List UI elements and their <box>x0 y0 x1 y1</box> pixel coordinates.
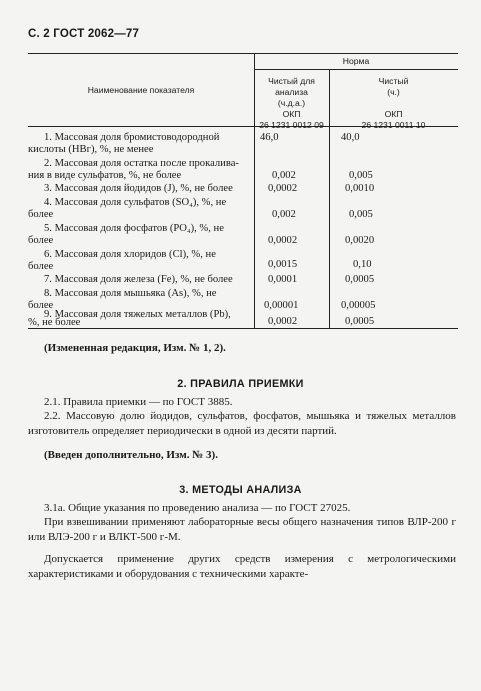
row-name-3: 3. Массовая доля йодидов (J), %, не более <box>44 183 233 194</box>
row-value-4b: 0,005 <box>349 209 373 220</box>
row-value-2a: 0,002 <box>272 170 296 181</box>
row-value-4a: 0,002 <box>272 209 296 220</box>
section-2-title: 2. ПРАВИЛА ПРИЕМКИ <box>177 378 304 390</box>
row-name-4: 4. Массовая доля сульфатов (SO₄), %, не <box>44 197 227 208</box>
norm-header-rule <box>254 69 458 70</box>
indicators-table <box>28 53 458 328</box>
row-name-8: 8. Массовая доля мышьяка (As), %, не <box>44 288 217 299</box>
grade1-line3: (ч.д.а.) <box>277 98 306 108</box>
grade2-line2: (ч.) <box>387 87 400 97</box>
row-value-3a: 0,0002 <box>268 183 298 194</box>
amendment-note-1: (Измененная редакция, Изм. № 1, 2). <box>44 342 226 354</box>
row-name-4b: более <box>28 209 54 220</box>
section-3-title: 3. МЕТОДЫ АНАЛИЗА <box>179 484 302 496</box>
table-bottom-rule <box>28 328 458 329</box>
grade2-okp-label: ОКП <box>384 109 403 119</box>
row-name-7: 7. Массовая доля железа (Fe), %, не более <box>44 274 233 285</box>
row-name-9: 9. Массовая доля тяжелых металлов (Pb), <box>44 309 231 320</box>
row-name-9b: %, не более <box>28 317 81 328</box>
row-value-8a: 0,00001 <box>264 300 299 311</box>
row-value-7a: 0,0001 <box>268 274 298 285</box>
row-value-3b: 0,0010 <box>345 183 375 194</box>
row-value-8b: 0,00005 <box>341 300 376 311</box>
row-value-5b: 0,0020 <box>345 235 375 246</box>
grade1-header <box>254 76 329 131</box>
grade1-okp: 26 1231 0012 09 <box>259 120 324 130</box>
grade2-header <box>329 76 458 131</box>
row-value-1a: 46,0 <box>260 132 279 143</box>
row-name-1: 1. Массовая доля бромистоводородной <box>44 132 220 143</box>
section-2-para-2: 2.2. Массовую долю йодидов, сульфатов, фосфатов, мышьяка и тяжелых металлов изготовитель определяет периодически в одной из десяти партий. <box>28 410 456 437</box>
grade2-okp: 26 1231 0011 10 <box>361 120 426 130</box>
row-value-7b: 0,0005 <box>345 274 375 285</box>
grade1-line2: анализа <box>275 87 308 97</box>
row-value-1b: 40,0 <box>341 132 360 143</box>
page-header: С. 2 ГОСТ 2062—77 <box>28 28 140 40</box>
row-name-2: 2. Массовая доля остатка после прокалива- <box>44 158 239 169</box>
row-value-5a: 0,0002 <box>268 235 298 246</box>
row-name-2b: ния в виде сульфатов, %, не более <box>28 170 182 181</box>
column-header-name: Наименование показателя <box>87 85 195 95</box>
row-value-6b: 0,10 <box>353 259 372 270</box>
row-name-6b: более <box>28 261 54 272</box>
row-name-1b: кислоты (НВг), %, не менее <box>28 144 154 155</box>
grade1-okp-label: ОКП <box>282 109 301 119</box>
column-header-norm: Норма <box>342 56 370 66</box>
amendment-note-2: (Введен дополнительно, Изм. № 3). <box>44 449 218 461</box>
section-3-para-2: При взвешивании применяют лабораторные весы общего назначения типов ВЛР-200 г или ВЛЭ-200 г и ВЛКТ-500 г-М. <box>28 516 456 543</box>
section-3-para-1: 3.1а. Общие указания по проведению анализа — по ГОСТ 27025. <box>44 502 351 514</box>
table-top-rule <box>28 53 458 54</box>
row-value-6a: 0,0015 <box>268 259 298 270</box>
row-name-5b: более <box>28 235 54 246</box>
row-value-9a: 0,0002 <box>268 316 298 327</box>
section-3-para-3: Допускается применение других средств измерения с метрологическими характеристиками и оборудования с техническими характе- <box>28 553 456 580</box>
section-2-para-1: 2.1. Правила приемки — по ГОСТ 3885. <box>44 396 233 408</box>
row-name-5: 5. Массовая доля фосфатов (PO₄), %, не <box>44 223 224 234</box>
row-name-8b: более <box>28 300 54 311</box>
row-value-2b: 0,005 <box>349 170 373 181</box>
grade2-line1: Чистый <box>378 76 409 86</box>
row-value-9b: 0,0005 <box>345 316 375 327</box>
row-name-6: 6. Массовая доля хлоридов (Cl), %, не <box>44 249 216 260</box>
grade1-line1: Чистый для <box>268 76 315 86</box>
